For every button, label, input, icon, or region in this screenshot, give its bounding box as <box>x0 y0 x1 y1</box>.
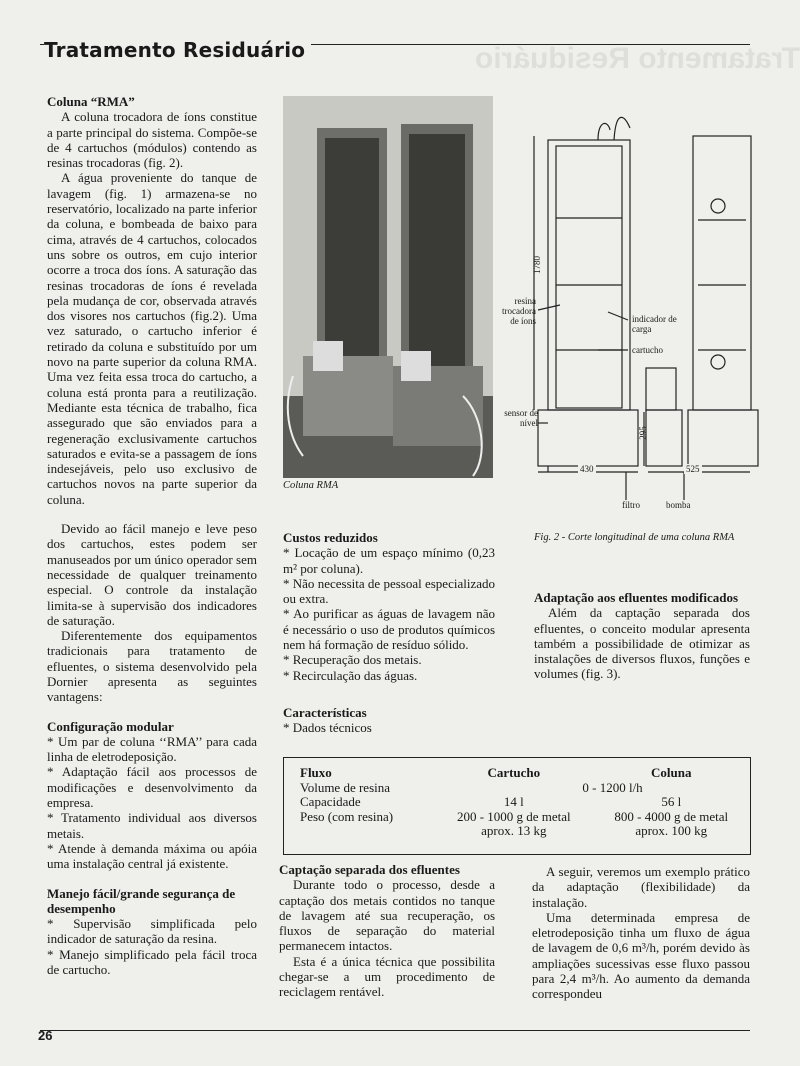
label-cartucho: cartucho <box>632 345 663 355</box>
dim-width-1: 430 <box>580 464 594 474</box>
list-item: * Recuperação dos metais. <box>283 652 422 668</box>
list-item: * Tratamento individual aos diversos metais. <box>47 810 257 841</box>
table-cell: aprox. 13 kg <box>481 823 547 838</box>
table-cell: 0 - 1200 l/h <box>582 779 643 795</box>
tech-data-table <box>283 757 751 855</box>
label-filtro: filtro <box>622 500 640 510</box>
page-number: 26 <box>38 1028 53 1043</box>
table-header: Coluna <box>651 765 692 780</box>
dim-base: 295 <box>637 426 648 440</box>
list-item: * Não necessita de pessoal especializado ou extra. <box>283 575 495 607</box>
table-cell: 200 - 1000 g de metal <box>456 808 571 824</box>
list-item: * Ao purificar as águas de lavagem não é necessário o uso de produtos químicos nem há formação de resíduo sólido. <box>283 606 495 653</box>
column-bottom-mid <box>279 862 495 1000</box>
table-cell: Fluxo <box>300 765 332 780</box>
table-cell <box>284 824 435 839</box>
label-bomba: bomba <box>666 500 691 510</box>
list-item: * Um par de coluna ‘‘RMA’’ para cada linha de eletrodeposição. <box>47 733 257 765</box>
table-cell: 800 - 4000 g de metal <box>614 808 729 824</box>
list-item: * Manejo simplificado pela fácil troca de cartucho. <box>47 946 257 978</box>
heading-captacao: Captação separada dos efluentes <box>279 862 460 877</box>
heading-coluna-rma: Coluna “RMA” <box>47 94 135 109</box>
label-sensor: sensor de nível <box>504 408 538 428</box>
paragraph: Esta é a única técnica que possibilita chegar-se a um procedimento de reciclagem rentável. <box>279 953 495 1000</box>
table-row <box>284 781 750 796</box>
table-cell: Volume de resina <box>300 779 391 795</box>
photo-coluna-rma <box>283 96 493 478</box>
table-cell: aprox. 100 kg <box>635 823 708 838</box>
list-item: * Adaptação fácil aos processos de modificações e desenvolvimento da empresa. <box>47 764 257 811</box>
table-cell: 14 l <box>503 794 524 809</box>
heading-custos-reduzidos: Custos reduzidos <box>283 530 378 545</box>
table-row <box>284 824 750 839</box>
column-1 <box>47 94 257 977</box>
table-header: Cartucho <box>487 765 541 780</box>
paragraph: A coluna trocadora de íons constitue a parte principal do sistema. Compõe-se de 4 cartuchos (módulos) contendo as resinas trocadoras (fig. 2). <box>47 109 257 171</box>
heading-caracteristicas: Características <box>283 704 367 720</box>
bleed-through-text: Tratamento Residuário <box>474 42 800 75</box>
paragraph: Diferentemente dos equipamentos tradicionais para tratamento de efluentes, o sistema desenvolvido pela Dornier apresenta as seguintes vantagens: <box>47 628 257 705</box>
paragraph: A água proveniente do tanque de lavagem (fig. 1) armazena-se no reservatório, localizado na parte inferior da coluna, e bombeada de baixo para cima, através de 4 cartuchos, colocados uns sobre os outros, em cujo interior ocorre a troca dos íons. A saturação das resinas trocadoras de íons é revelada pela mudança de cor, observada através dos visores nos cartuchos (fig.2). Uma vez saturado, o cartucho inferior é retirado da coluna e substituído por um novo na parte superior da coluna RMA. Uma vez feita essa troca do cartucho, a coluna está pronta para a reutilização. Mediante esta técnica de trabalho, fica assegurado que são enviados para a regeneração exclusivamente cartuchos saturados e evita-se a passagem de íons indesejáveis, pelo uso exclusivo de cartuchos novos na parte superior da coluna. <box>47 170 257 507</box>
column-3 <box>534 590 750 682</box>
column-bottom-right <box>532 864 750 1002</box>
list-item: * Locação de um espaço mínimo (0,23 m² por coluna). <box>283 545 495 576</box>
list-item: * Dados técnicos <box>283 720 372 736</box>
figure-2-drawing <box>498 100 768 520</box>
footer-rule <box>40 1030 750 1031</box>
list-item: * Supervisão simplificada pelo indicador de saturação da resina. <box>47 916 257 947</box>
list-item: * Recirculação das águas. <box>283 667 418 683</box>
dim-width-2: 525 <box>686 464 700 474</box>
table-cell: Peso (com resina) <box>300 808 394 824</box>
table-row <box>284 810 750 825</box>
list-item: * Atende à demanda máxima ou apóia uma instalação central já existente. <box>47 840 257 872</box>
heading-manejo-facil: Manejo fácil/grande segurança de desempenho <box>47 885 236 916</box>
table-cell: Capacidade <box>300 794 361 809</box>
paragraph: Durante todo o processo, desde a captação dos metais contidos no tanque de lavagem até sua recuperação, os fluxos de separação do material permanecem intactos. <box>279 877 495 954</box>
heading-adaptacao: Adaptação aos efluentes modificados <box>534 590 739 605</box>
table-row <box>284 795 750 810</box>
dim-height: 1780 <box>532 256 542 274</box>
photo-caption: Coluna RMA <box>283 480 339 491</box>
paragraph: Uma determinada empresa de eletrodeposição tinha um fluxo de água de lavagem de 0,6 m³/h, porém devido às ampliações sucessivas esse fluxo passou para 2,4 m³/h. Ao aumento da demanda correspondeu <box>532 909 750 1002</box>
table-cell: 56 l <box>661 794 682 809</box>
column-2 <box>283 530 495 736</box>
label-resina: resina trocadora de íons <box>502 296 536 326</box>
paragraph: A seguir, veremos um exemplo prático da adaptação (flexibilidade) da instalação. <box>532 864 750 910</box>
page-title: Tratamento Residuário <box>44 38 311 62</box>
paragraph: Devido ao fácil manejo e leve peso dos cartuchos, estes podem ser manuseados por um único operador sem necessidade de qualquer treinamento especial. O controle da instalação limita-se à supervisão dos indicadores de saturação. <box>47 521 257 628</box>
paragraph: Além da captação separada dos efluentes, o conceito modular apresenta também a possibilidade de otimizar as instalações de diversos fluxos, funções e volumes (fig. 3). <box>534 605 750 682</box>
heading-configuracao-modular: Configuração modular <box>47 718 174 734</box>
label-indicador: indicador de carga <box>632 314 677 334</box>
figure-caption: Fig. 2 - Corte longitudinal de uma coluna RMA <box>534 532 735 543</box>
